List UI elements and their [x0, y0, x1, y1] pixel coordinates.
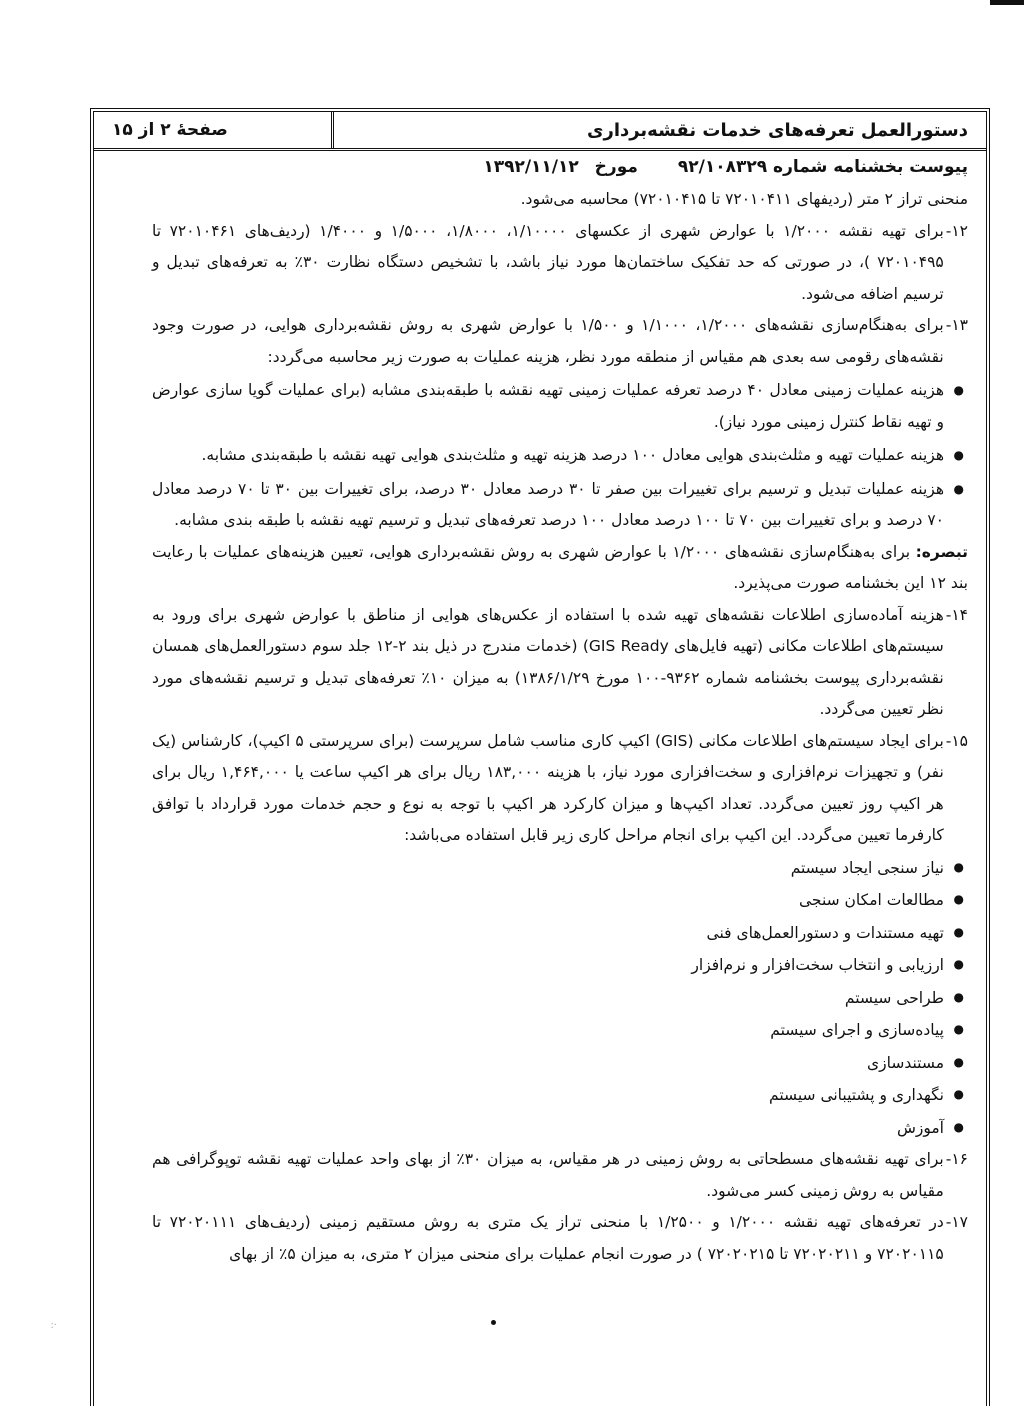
list-item	[152, 949, 968, 982]
corner-scan-mark	[990, 0, 1024, 5]
list-item	[152, 852, 968, 885]
list-item-text: پیاده‌سازی و اجرای سیستم	[770, 1021, 944, 1039]
list-item	[152, 1047, 968, 1080]
list-item	[152, 1112, 968, 1145]
item-text: هزینه آماده‌سازی اطلاعات نقشه‌های تهیه شده با استفاده از عکس‌های هوایی از مناطق با عوارض شهری برای ورود به سیستم‌های اطلاعات مکانی (تهیه فایل‌های GIS Ready) (خدمات مندرج در ذیل بند ۲-۱۲ جلد سوم دستورالعمل‌های همسان نقشه‌برداری پیوست بخشنامه شماره ۹۳۶۲-۱۰۰ مورخ ۱۳۸۶/۱/۲۹) به میزان ۱۰٪ تعرفه‌های تبدیل و ترسیم نقشه‌های مورد نظر تعیین می‌گردد.	[152, 605, 944, 718]
page-number: صفحهٔ ۲ از ۱۵	[94, 112, 334, 148]
circular-reference: پیوست بخشنامه شماره ۹۲/۱۰۸۳۲۹	[677, 157, 968, 177]
item-number: ۱۶-	[945, 1150, 968, 1168]
bullet-text: هزینه عملیات تهیه و مثلث‌بندی هوایی معادل ۱۰۰ درصد هزینه تهیه و مثلث‌بندی هوایی تهیه نقشه با طبقه‌بندی مشابه.	[201, 446, 944, 464]
list-item	[152, 474, 968, 537]
document-frame	[90, 108, 990, 1406]
item-text: برای تهیه نقشه ۱/۲۰۰۰ با عوارض شهری از عکسهای ۱/۱۰۰۰۰، ۱/۸۰۰۰، ۱/۵۰۰۰ و ۱/۴۰۰۰ (ردیف‌های ۷۲۰۱۰۴۶۱ تا ۷۲۰۱۰۴۹۵ )، در صورتی که حد تفکیک ساختمان‌ها مورد نیاز باشد، با تشخیص دستگاه نظارت ۳۰٪ به تعرفه‌های تبدیل و ترسیم اضافه می‌شود.	[152, 221, 944, 303]
item-text: در تعرفه‌های تهیه نقشه ۱/۲۰۰۰ و ۱/۲۵۰۰ با منحنی تراز یک متری به روش مستقیم زمینی (ردیف‌های ۷۲۰۲۰۱۱۱ تا ۷۲۰۲۰۱۱۵ و ۷۲۰۲۰۲۱۱ تا ۷۲۰۲۰۲۱۵ ) در صورت انجام عملیات برای منحنی میزان ۲ متری، به میزان ۵٪ از بهای	[152, 1213, 944, 1263]
list-item	[152, 884, 968, 917]
list-item	[152, 1079, 968, 1112]
item-text: برای ایجاد سیستم‌های اطلاعات مکانی (GIS) اکیپ کاری مناسب شامل سرپرست (برای سرپرستی ۵ اکیپ)، کارشناس (یک نفر) و تجهیزات نرم‌افزاری و سخت‌افزاری مورد نیاز، با هزینه ۱۸۳,۰۰۰ ریال برای هر اکیپ ساعت یا ۱,۴۶۴,۰۰۰ ریال برای هر اکیپ روز تعیین می‌گردد. تعداد اکیپ‌ها و میزان کارکرد هر اکیپ با توجه به نوع و حجم خدمات مورد قرارداد با توافق کارفرما تعیین می‌گردد. این اکیپ برای انجام مراحل کاری زیر قابل استفاده می‌باشد:	[152, 731, 944, 844]
list-item	[152, 917, 968, 950]
item-number: ۱۴-	[945, 605, 968, 624]
item-17	[152, 1207, 968, 1270]
scan-artifact: ·:	[50, 1320, 57, 1331]
bullet-text: هزینه عملیات زمینی معادل ۴۰ درصد تعرفه عملیات زمینی تهیه نقشه با طبقه‌بندی مشابه (برای عملیات گویا سازی عوارض و تهیه نقاط کنترل زمینی مورد نیاز).	[152, 381, 944, 431]
header-bottom-row	[94, 151, 986, 183]
date-value: ۱۳۹۲/۱۱/۱۲	[483, 157, 579, 177]
list-item-text: ارزیابی و انتخاب سخت‌افزار و نرم‌افزار	[691, 956, 944, 974]
document-title: دستورالعمل تعرفه‌های خدمات نقشه‌برداری	[586, 119, 968, 141]
document-body	[152, 184, 968, 1270]
bullet-icon: ●	[953, 957, 964, 971]
bullet-icon: ●	[953, 989, 964, 1004]
item-16	[152, 1144, 968, 1207]
list-item	[152, 440, 968, 472]
list-item-text: آموزش	[896, 1118, 944, 1137]
list-item-text: نگهداری و پشتیبانی سیستم	[769, 1086, 944, 1104]
bullet-icon: ●	[953, 892, 964, 906]
bullet-icon: ●	[953, 481, 964, 496]
bullet-icon: ●	[953, 383, 964, 397]
item-14	[152, 600, 968, 726]
bullet-icon: ●	[953, 1054, 964, 1069]
gis-stages-list	[152, 852, 968, 1145]
list-item	[152, 1014, 968, 1047]
note-label: تبصره:	[915, 542, 968, 561]
item-number: ۱۲-	[945, 221, 968, 240]
item-15	[152, 726, 968, 852]
bullet-icon: ●	[953, 1119, 964, 1134]
bullet-icon: ●	[953, 1087, 964, 1101]
list-item-text: مستندسازی	[867, 1053, 944, 1072]
item-number: ۱۷-	[945, 1213, 968, 1231]
item-12	[152, 216, 968, 311]
item-text: برای تهیه نقشه‌های مسطحاتی به روش زمینی در هر مقیاس، به میزان ۳۰٪ از بهای واحد عملیات تهیه نقشه توپوگرافی هم مقیاس به روش زمینی کسر می‌شود.	[152, 1150, 944, 1200]
list-item-text: طراحی سیستم	[844, 988, 944, 1007]
intro-line: منحنی تراز ۲ متر (ردیفهای ۷۲۰۱۰۴۱۱ تا ۷۲۰۱۰۴۱۵) محاسبه می‌شود.	[520, 190, 968, 208]
list-item-text: مطالعات امکان سنجی	[799, 891, 944, 909]
list-item	[152, 375, 968, 438]
note-paragraph	[152, 537, 968, 600]
date-label: مورخ	[594, 157, 638, 177]
bullet-icon: ●	[953, 448, 964, 462]
item-13	[152, 310, 968, 373]
item-number: ۱۵-	[945, 731, 968, 750]
item-text: برای به‌هنگام‌سازی نقشه‌های ۱/۲۰۰۰، ۱/۱۰۰۰ و ۱/۵۰۰ با عوارض شهری به روش نقشه‌برداری هوایی، در صورت وجود نقشه‌های رقومی سه بعدی هم مقیاس از منطقه مورد نظر، هزینه عملیات به صورت زیر محاسبه می‌گردد:	[152, 316, 944, 366]
header-top-row	[94, 112, 986, 151]
bullet-icon: ●	[953, 1022, 964, 1036]
list-item-text: تهیه مستندات و دستورالعمل‌های فنی	[706, 923, 944, 942]
list-item-text: نیاز سنجی ایجاد سیستم	[790, 858, 944, 877]
bullet-icon: ●	[953, 859, 964, 874]
page-dot	[491, 1320, 496, 1325]
item-number: ۱۳-	[945, 316, 968, 334]
circular-date	[483, 157, 638, 177]
bullet-icon: ●	[953, 924, 964, 939]
list-item	[152, 982, 968, 1015]
note-text: برای به‌هنگام‌سازی نقشه‌های ۱/۲۰۰۰ با عوارض شهری به روش نقشه‌برداری هوایی، تعیین هزینه‌های عملیات با رعایت بند ۱۲ این بخشنامه صورت می‌پذیرد.	[152, 542, 968, 592]
bullet-text: هزینه عملیات تبدیل و ترسیم برای تغییرات بین صفر تا ۳۰ درصد معادل ۳۰ درصد، برای تغییرات بین ۳۰ تا ۷۰ درصد معادل ۷۰ درصد و برای تغییرات بین ۷۰ تا ۱۰۰ درصد معادل ۱۰۰ درصد تعرفه‌های تبدیل و ترسیم تهیه نقشه با طبقه بندی مشابه.	[152, 479, 945, 529]
